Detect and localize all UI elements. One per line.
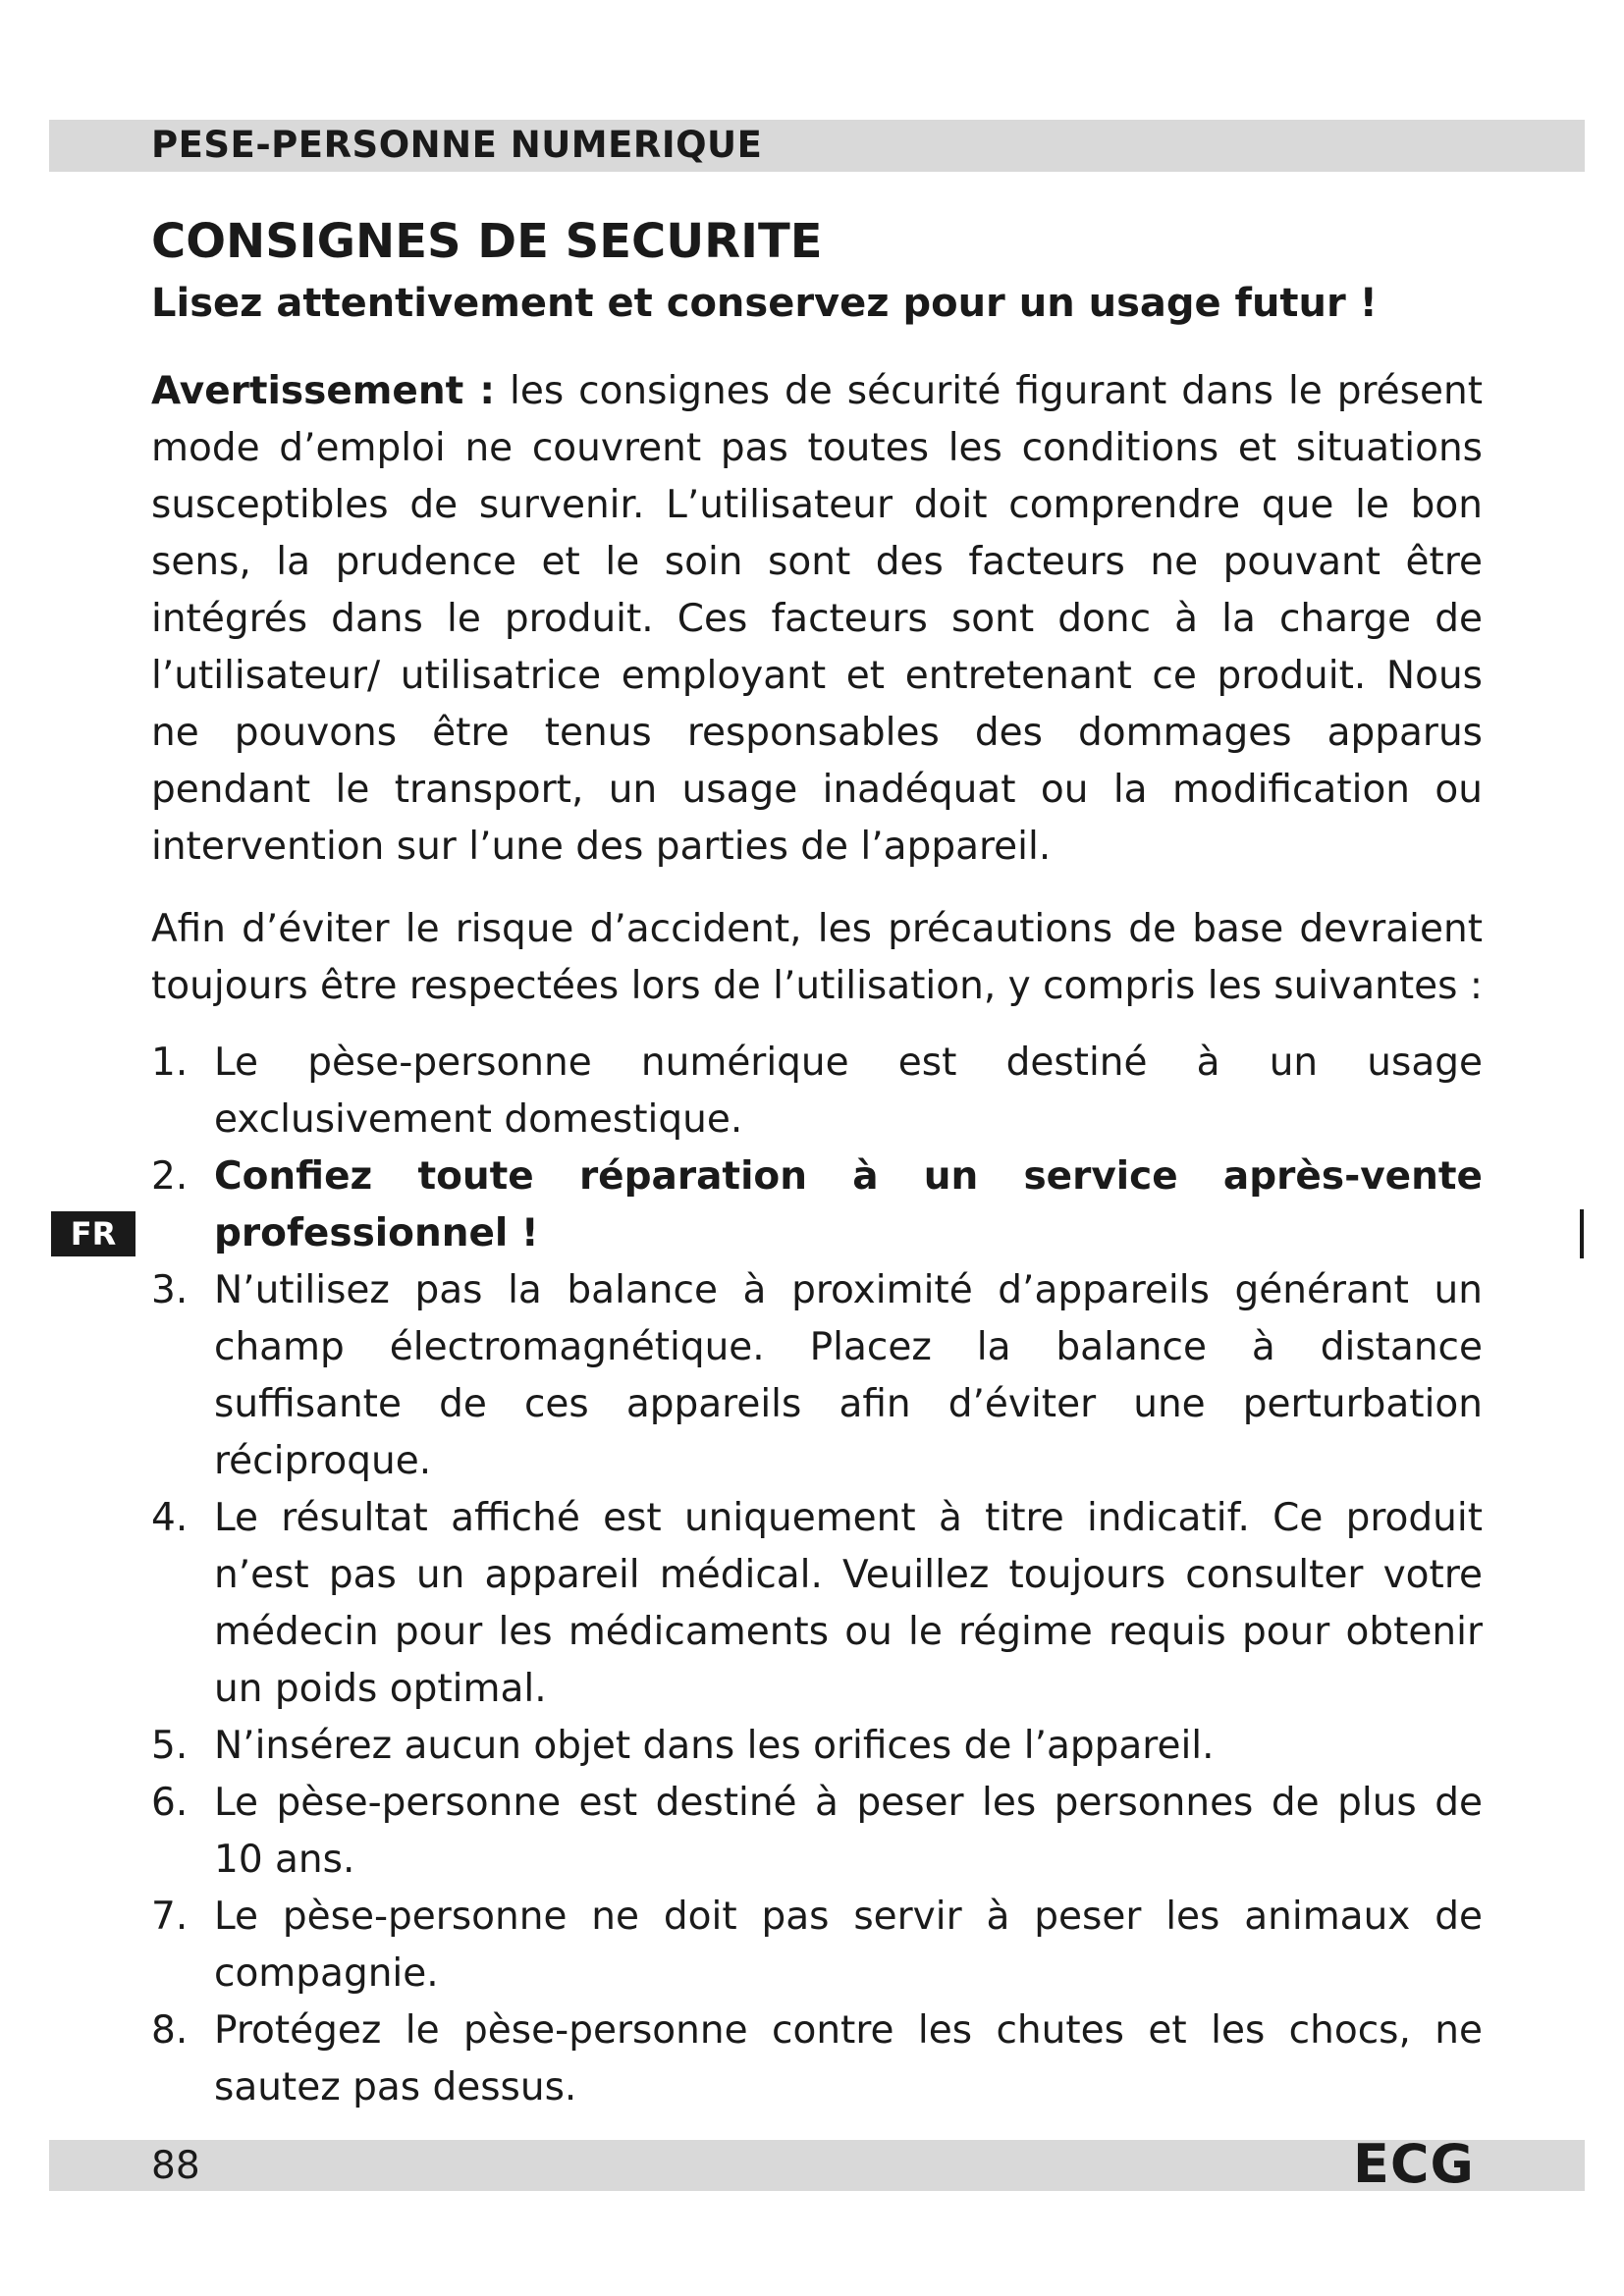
list-item-number: 2.: [151, 1154, 189, 1199]
section-title: CONSIGNES DE SECURITE: [151, 214, 823, 269]
list-item-number: 7.: [151, 1895, 189, 1939]
brand-logo: ECG: [1353, 2133, 1475, 2195]
list-item-number: 1.: [151, 1041, 189, 1085]
margin-marker: [1580, 1209, 1584, 1258]
list-item: [151, 1148, 1483, 1262]
list-item-text: Le pèse-personne est destiné à peser les personnes de plus de 10 ans.: [214, 1781, 1483, 1882]
list-item: [151, 2002, 1483, 2116]
list-item: [151, 1889, 1483, 2002]
list-item: [151, 1490, 1483, 1718]
list-item: [151, 1035, 1483, 1148]
list-item-number: 6.: [151, 1781, 189, 1825]
list-item-number: 8.: [151, 2008, 189, 2053]
page-number: 88: [151, 2144, 200, 2188]
list-item-text: Le pèse-personne ne doit pas servir à peser les animaux de compagnie.: [214, 1895, 1483, 1996]
list-item-number: 4.: [151, 1496, 189, 1540]
list-item: [151, 1262, 1483, 1490]
list-item-text: N’utilisez pas la balance à proximité d’appareils générant un champ électromagnétique. Placez la balance à distance suffisante de ces appareils afin d’éviter une perturbation réciproque.: [214, 1268, 1483, 1483]
safety-list: [151, 1035, 1483, 2116]
warning-text: les consignes de sécurité figurant dans le présent mode d’emploi ne couvrent pas toutes les conditions et situations susceptibles de survenir. L’utilisateur doit comprendre que le bon sens, la prudence et le soin sont des facteurs ne pouvant être intégrés dans le produit. Ces facteurs sont donc à la charge de l’utilisateur/ utilisatrice employant et entretenant ce produit. Nous ne pouvons être tenus responsables des dommages apparus pendant le transport, un usage inadéquat ou la modification ou intervention sur l’une des parties de l’appareil.: [151, 369, 1483, 869]
list-item-number: 5.: [151, 1724, 189, 1768]
language-badge: FR: [51, 1211, 135, 1256]
list-item-text: Le résultat affiché est uniquement à titre indicatif. Ce produit n’est pas un appareil médical. Veuillez toujours consulter votre médecin pour les médicaments ou le régime requis pour obtenir un poids optimal.: [214, 1496, 1483, 1711]
precautions-paragraph: Afin d’éviter le risque d’accident, les précautions de base devraient toujours être respectées lors de l’utilisation, y compris les suivantes :: [151, 907, 1483, 1008]
warning-paragraph: [151, 363, 1483, 876]
document-title: PESE-PERSONNE NUMERIQUE: [151, 124, 763, 166]
list-item-text: Protégez le pèse-personne contre les chutes et les chocs, ne sautez pas dessus.: [214, 2008, 1483, 2109]
section-subtitle: Lisez attentivement et conservez pour un usage futur !: [151, 281, 1378, 326]
list-item: [151, 1718, 1483, 1775]
list-item: [151, 1775, 1483, 1889]
list-item-text: Le pèse-personne numérique est destiné à un usage exclusivement domestique.: [214, 1041, 1483, 1142]
list-item-text: Confiez toute réparation à un service après-vente professionnel !: [214, 1154, 1483, 1255]
warning-label: Avertissement :: [151, 369, 496, 413]
list-item-text: N’insérez aucun objet dans les orifices de l’appareil.: [214, 1724, 1215, 1768]
list-item-number: 3.: [151, 1268, 189, 1312]
